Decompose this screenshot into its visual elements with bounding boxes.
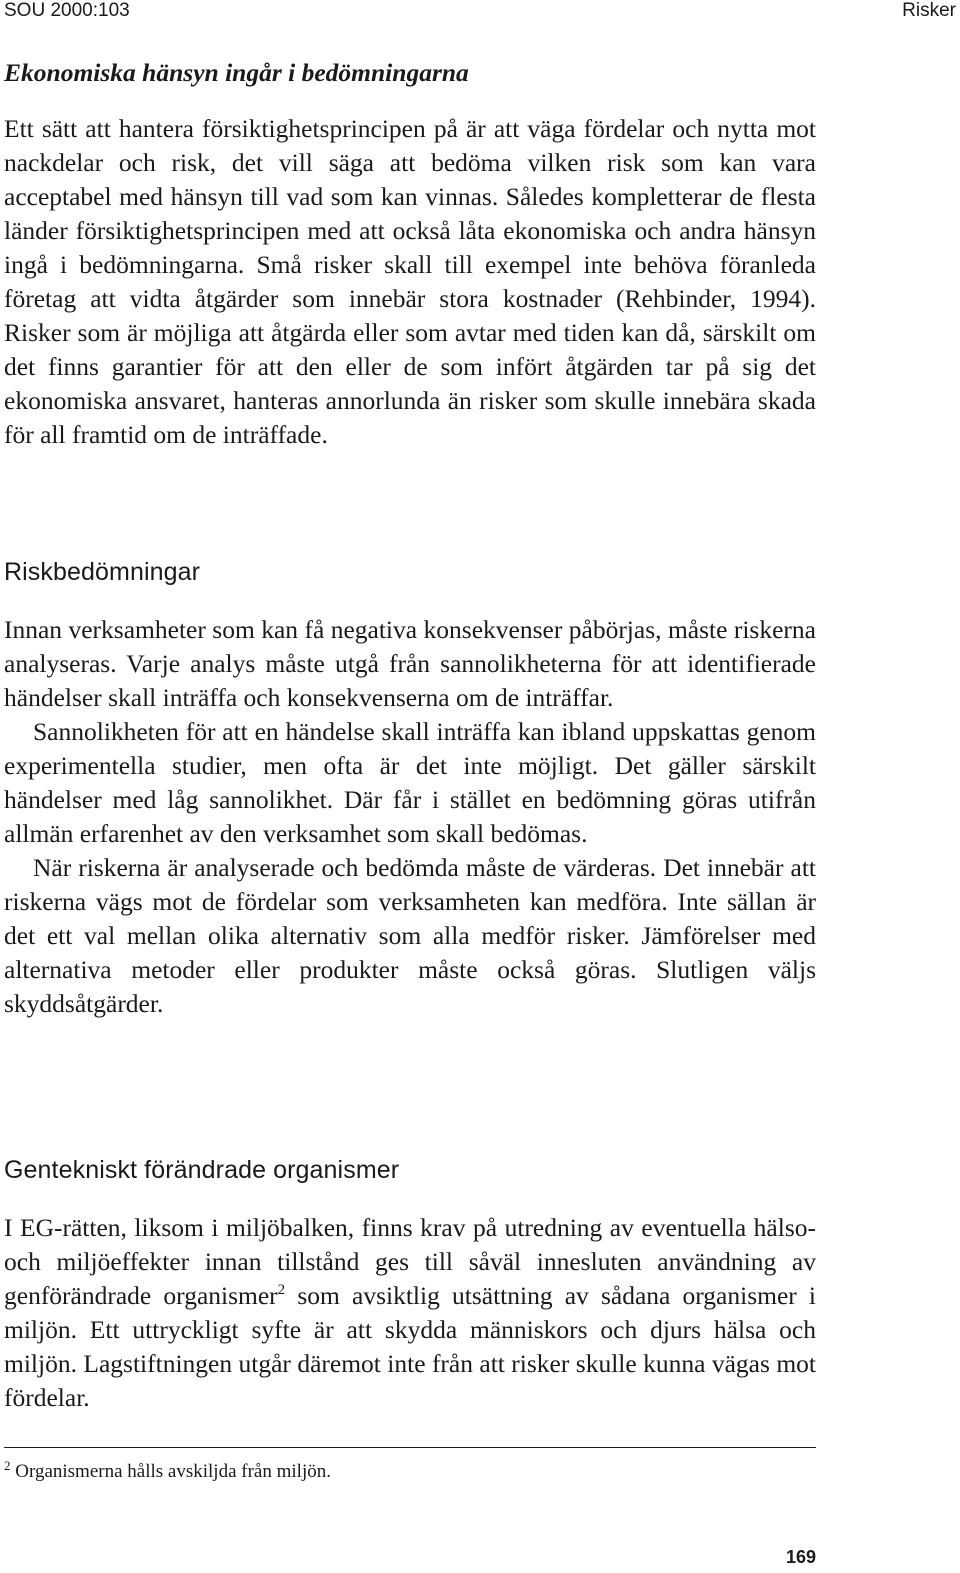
section-gmo xyxy=(4,1155,816,1415)
subsection-heading: Ekonomiska hänsyn ingår i bedömningarna xyxy=(4,58,469,87)
paragraph xyxy=(4,1211,816,1415)
section-heading: Riskbedömningar xyxy=(4,558,201,586)
page-number: 169 xyxy=(785,1547,816,1567)
footnote xyxy=(4,1460,816,1484)
paragraph: Ett sätt att hantera försiktighetsprincipen på är att väga fördelar och nytta mot nackdelar och risk, det vill säga att bedöma vilken risk som kan vara acceptabel med hänsyn till vad som kan vinnas. Således kompletterar de flesta länder försiktighetsprincipen med att också låta ekonomiska och andra hänsyn ingå i bedömningarna. Små risker skall till exempel inte behöva föranleda företag att vidta åtgärder som innebär stora kostnader (Rehbinder, 1994). Risker som är möjliga att åtgärda eller som avtar med tiden kan då, särskilt om det finns garantier för att den eller de som infört åtgärden tar på sig det ekonomiska ansvaret, hanteras annorlunda än risker som skulle innebära skada för all framtid om de inträffade. xyxy=(4,114,816,449)
paragraph: Sannolikheten för att en händelse skall inträffa kan ibland uppskattas genom experimentella studier, men ofta är det inte möjligt. Det gäller särskilt händelser med låg sannolikhet. Där får i stället en bedömning göras utifrån allmän erfarenhet av den verksamhet som skall bedömas. xyxy=(4,717,816,848)
document-reference: SOU 2000:103 xyxy=(4,0,130,21)
paragraph-text: som avsiktlig utsättning av sådana organismer i miljön. Ett uttryckligt syfte är att skydda människors och djurs hälsa och miljön. Lagstiftningen utgår däremot inte från att risker skulle kunna vägas mot fördelar. xyxy=(4,1281,817,1412)
footnote-marker: 2 xyxy=(4,1458,11,1473)
chapter-title: Risker xyxy=(902,0,956,21)
footnote-text: Organismerna hålls avskiljda från miljön. xyxy=(10,1461,331,1482)
section-heading: Gentekniskt förändrade organismer xyxy=(4,1156,400,1184)
section-riskbedomningar xyxy=(4,557,816,1021)
running-header xyxy=(4,0,956,24)
paragraph: Innan verksamheter som kan få negativa konsekvenser påbörjas, måste riskerna analyseras. Varje analys måste utgå från sannolikheterna för att identifierade händelser skall inträffa och konsekvenserna om de inträffar. xyxy=(4,615,816,712)
footnote-divider xyxy=(4,1447,816,1448)
section-ekonomiska xyxy=(4,56,816,452)
footnote-reference[interactable]: 2 xyxy=(277,1282,286,1298)
paragraph-text: I EG-rätten, liksom i miljöbalken, finns krav på utredning av eventuella hälso- och miljöeffekter innan tillstånd ges till såväl innesluten användning av genförändrade organismer xyxy=(4,1213,816,1310)
paragraph: När riskerna är analyserade och bedömda måste de värderas. Det innebär att riskerna vägs mot de fördelar som verksamheten kan medföra. Inte sällan är det ett val mellan olika alternativ som alla medför risker. Jämförelser med alternativa metoder eller produkter måste också göras. Slutligen väljs skyddsåtgärder. xyxy=(4,853,816,1018)
